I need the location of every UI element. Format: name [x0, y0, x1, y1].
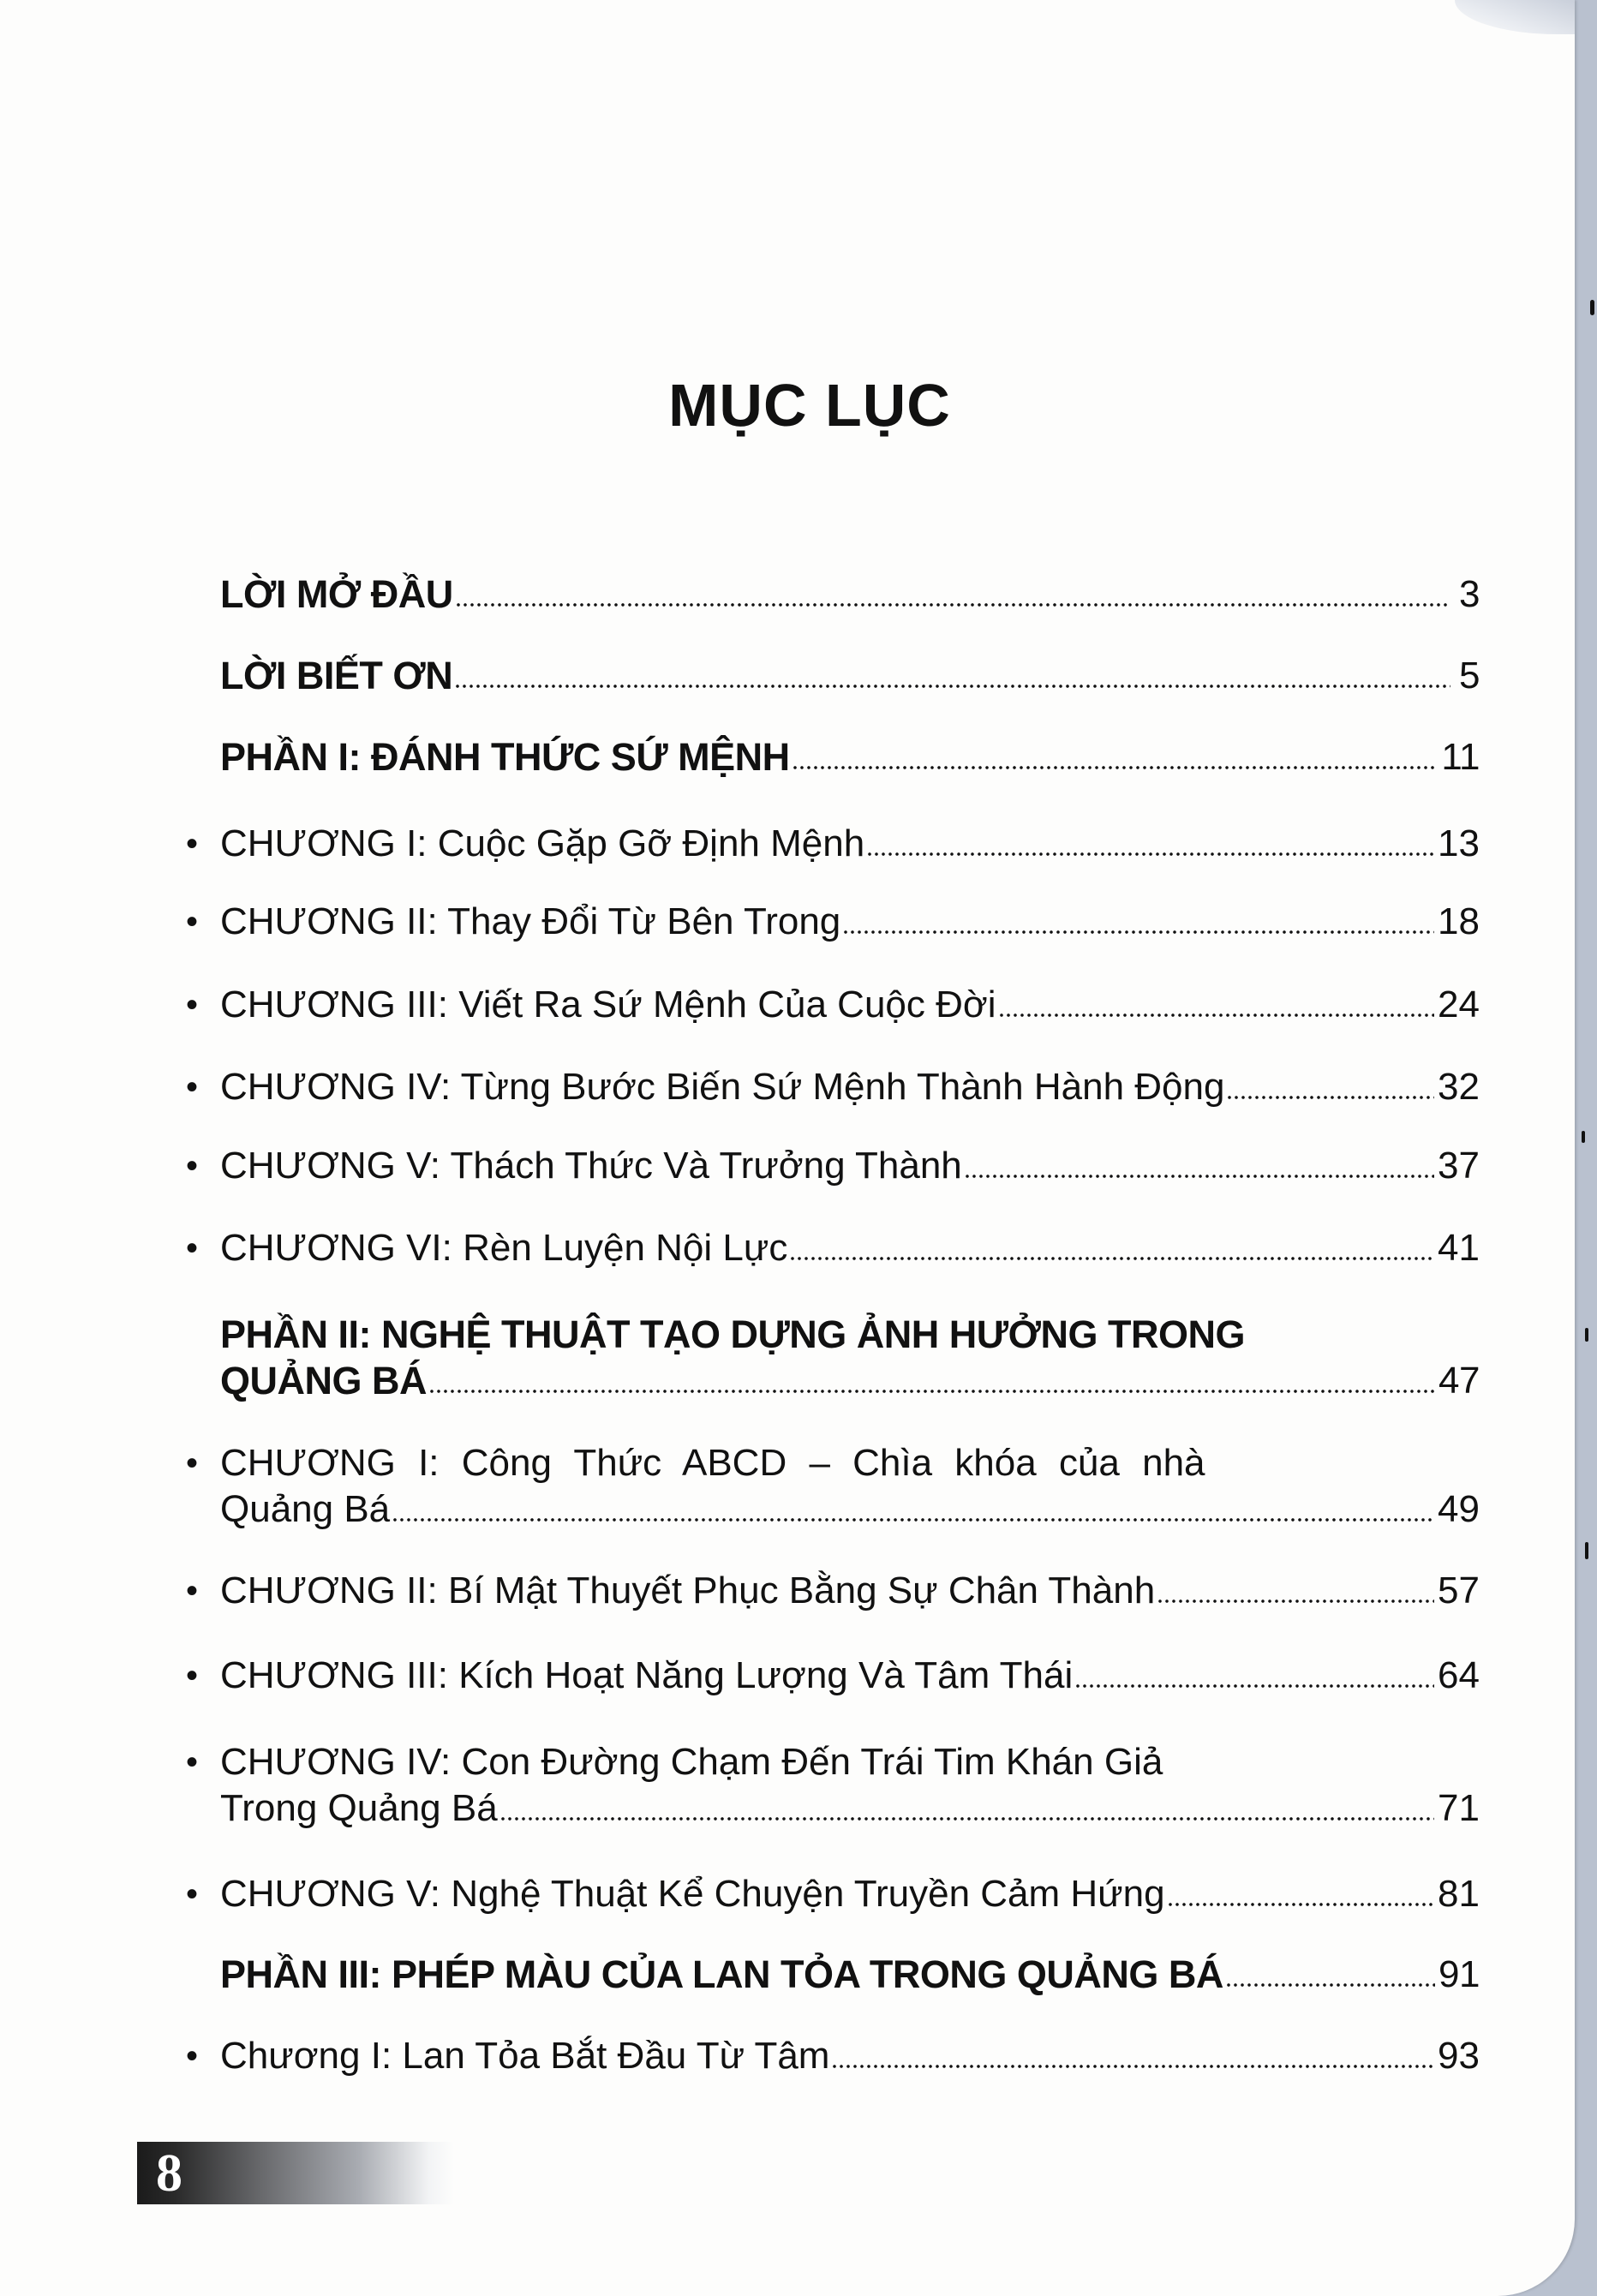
toc-entry-part2-chapter-5[interactable]	[186, 1871, 1480, 1917]
page-number: 8	[156, 2144, 182, 2203]
dotted-leader	[1226, 1095, 1434, 1100]
toc-page-number: 13	[1438, 822, 1480, 864]
toc-page-number: 41	[1438, 1227, 1480, 1269]
bullet-icon: •	[186, 825, 199, 863]
toc-entry-part2-chapter-4[interactable]	[186, 1739, 1480, 1832]
page-corner-shadow	[1455, 0, 1575, 34]
dotted-leader	[499, 1816, 1434, 1821]
toc-entry-title: Chương I: Lan Tỏa Bắt Đầu Từ Tâm	[220, 2035, 830, 2077]
dotted-leader	[998, 1013, 1435, 1018]
toc-page-number: 11	[1441, 736, 1480, 778]
toc-entry-part-2[interactable]	[220, 1312, 1480, 1404]
bullet-icon: •	[186, 1572, 199, 1610]
dotted-leader	[789, 1256, 1434, 1261]
toc-entry-title: CHƯƠNG VI: Rèn Luyện Nội Lực	[220, 1227, 788, 1269]
toc-page-number: 71	[1438, 1787, 1480, 1829]
page-number-tab	[137, 2142, 454, 2204]
page-title: MỤC LỤC	[668, 372, 951, 439]
toc-page-number: 47	[1438, 1360, 1480, 1402]
toc-entry-title: CHƯƠNG III: Viết Ra Sứ Mệnh Của Cuộc Đời	[220, 984, 996, 1025]
dotted-leader	[866, 852, 1434, 857]
toc-entry-title: CHƯƠNG V: Nghệ Thuật Kể Chuyện Truyền Cảm Hứng	[220, 1873, 1165, 1915]
toc-entry-title: PHẦN I: ĐÁNH THỨC SỨ MỆNH	[220, 735, 790, 779]
dotted-leader	[1225, 1982, 1435, 1988]
scan-mark	[1585, 1542, 1588, 1559]
toc-entry-title-line-2: Quảng Bá	[220, 1488, 391, 1530]
toc-page-number: 24	[1438, 984, 1480, 1025]
toc-page-number: 81	[1438, 1873, 1480, 1915]
toc-page-number: 91	[1438, 1953, 1480, 1995]
toc-entry-part-1[interactable]	[220, 734, 1480, 780]
bullet-icon: •	[186, 1444, 199, 1482]
toc-page-number: 64	[1438, 1654, 1480, 1696]
bullet-icon: •	[186, 2037, 199, 2075]
dotted-leader	[1167, 1902, 1434, 1907]
toc-entry-part2-chapter-1[interactable]	[186, 1440, 1480, 1533]
scan-mark	[1582, 1131, 1585, 1143]
dotted-leader	[792, 765, 1438, 770]
toc-page-number: 32	[1438, 1066, 1480, 1108]
toc-page-number: 18	[1438, 900, 1480, 942]
dotted-leader	[428, 1389, 1435, 1394]
toc-page-number: 57	[1438, 1570, 1480, 1611]
toc-entry-part1-chapter-5[interactable]	[186, 1143, 1480, 1189]
toc-entry-title-line-2: QUẢNG BÁ	[220, 1359, 427, 1402]
dotted-leader	[454, 684, 1450, 689]
dotted-leader	[455, 602, 1450, 607]
toc-entry-title-line-1: PHẦN II: NGHỆ THUẬT TẠO DỰNG ẢNH HƯỞNG TRONG	[220, 1312, 1246, 1356]
bullet-icon: •	[186, 1068, 199, 1106]
toc-page-number: 49	[1438, 1488, 1480, 1530]
toc-entry-title: LỜI BIẾT ƠN	[220, 654, 453, 697]
toc-entry-part2-chapter-2[interactable]	[186, 1568, 1480, 1614]
toc-entry-title: LỜI MỞ ĐẦU	[220, 572, 453, 616]
toc-entry-title: CHƯƠNG II: Bí Mật Thuyết Phục Bằng Sự Chân Thành	[220, 1570, 1156, 1611]
bullet-icon: •	[186, 1229, 199, 1267]
bullet-icon: •	[186, 903, 199, 941]
toc-entry-part1-chapter-6[interactable]	[186, 1225, 1480, 1271]
toc-entry-acknowledgements[interactable]	[220, 653, 1480, 699]
toc-page-number: 37	[1438, 1145, 1480, 1187]
toc-page-number: 93	[1438, 2035, 1480, 2077]
toc-entry-part-3[interactable]	[220, 1952, 1480, 1998]
toc-entry-title: PHẦN III: PHÉP MÀU CỦA LAN TỎA TRONG QUẢNG BÁ	[220, 1952, 1223, 1996]
toc-entry-title-line-2: Trong Quảng Bá	[220, 1787, 498, 1829]
dotted-leader	[392, 1517, 1434, 1522]
scan-mark	[1590, 300, 1594, 315]
bullet-icon: •	[186, 1743, 199, 1781]
dotted-leader	[831, 2064, 1434, 2069]
toc-entry-title: CHƯƠNG II: Thay Đổi Từ Bên Trong	[220, 900, 841, 942]
bullet-icon: •	[186, 1875, 199, 1913]
toc-entry-part1-chapter-1[interactable]	[186, 821, 1480, 867]
bullet-icon: •	[186, 1657, 199, 1695]
toc-entry-title: CHƯƠNG V: Thách Thức Và Trưởng Thành	[220, 1145, 962, 1187]
dotted-leader	[1157, 1599, 1434, 1604]
toc-entry-preface[interactable]	[220, 571, 1480, 618]
toc-entry-title-line-1: CHƯƠNG I: Công Thức ABCD – Chìa khóa của nhà	[220, 1442, 1205, 1484]
bullet-icon: •	[186, 1147, 199, 1185]
toc-page-number: 5	[1459, 655, 1480, 697]
toc-entry-title: CHƯƠNG I: Cuộc Gặp Gỡ Định Mệnh	[220, 822, 865, 864]
bullet-icon: •	[186, 986, 199, 1024]
dotted-leader	[964, 1174, 1434, 1179]
toc-entry-title: CHƯƠNG IV: Từng Bước Biến Sứ Mệnh Thành Hành Động	[220, 1066, 1225, 1108]
toc-entry-title-line-1: CHƯƠNG IV: Con Đường Chạm Đến Trái Tim Khán Giả	[220, 1741, 1163, 1783]
toc-page-number: 3	[1459, 573, 1480, 615]
toc-entry-title: CHƯƠNG III: Kích Hoạt Năng Lượng Và Tâm Thái	[220, 1654, 1074, 1696]
toc-entry-part3-chapter-1[interactable]	[186, 2033, 1480, 2079]
dotted-leader	[842, 930, 1434, 935]
scan-mark	[1585, 1328, 1588, 1342]
dotted-leader	[1074, 1683, 1434, 1689]
toc-entry-part1-chapter-3[interactable]	[186, 982, 1480, 1028]
toc-entry-part1-chapter-2[interactable]	[186, 899, 1480, 945]
toc-entry-part1-chapter-4[interactable]	[186, 1064, 1480, 1110]
toc-entry-part2-chapter-3[interactable]	[186, 1653, 1480, 1699]
